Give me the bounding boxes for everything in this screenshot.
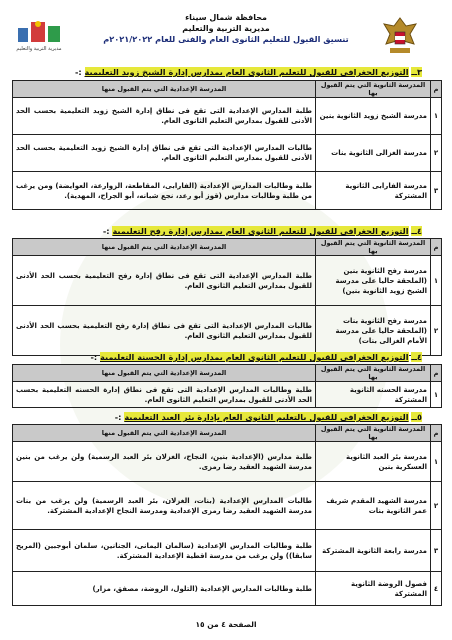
row-desc: طلبة وطالبات المدارس الإعدادية التى تقع فى نطاق إدارة الحسنه التعليمية بحسب الحد الأدنى للقبول بمدارس التعليم الثانوى العام. [13, 382, 316, 408]
table-rafah [12, 238, 442, 356]
table-header-row [13, 365, 442, 382]
page-title: تنسيق القبول للتعليم الثانوى العام والفنى للعام ٢٠٢١/٢٠٢٢م [103, 34, 349, 44]
row-school: مدرسة الحسنه الثانوية المشتركة [316, 382, 431, 408]
row-desc: طالبات المدارس الإعدادية التى تقع فى نطاق إدارة رفح التعليمية بحسب الحد الأدنى للقبول بمدارس التعليم الثانوى العام. [13, 306, 316, 356]
row-school: مدرسة رفح الثانوية بنين (الملحقة حاليا على مدرسة الشيخ زويد الثانوية بنين) [316, 256, 431, 306]
section-title: التوزيع الجغرافى للقبول بالتعليم الثانوى العام بإدارة بئر العبد التعليمية [124, 412, 409, 422]
table-row [13, 572, 442, 606]
row-desc: طلبة مدارس (الإعدادية بنين، النجاح، الغزلان بئر العبد الرسمية) ولن يرغب من بنين مدرسة الشهيد العقيد رضا رمزى. [13, 442, 316, 482]
table-row [13, 98, 442, 135]
section-number: ٤ــ [411, 226, 422, 236]
row-school: مدرسة رفح الثانوية بنات (الملحقة حاليا على مدرسة الأمام الغزالى بنات) [316, 306, 431, 356]
row-num: ٤ [431, 572, 442, 606]
row-num: ٢ [431, 482, 442, 530]
col-num: م [431, 81, 442, 98]
table-row [13, 442, 442, 482]
section-tail: :- [90, 352, 98, 362]
col-num: م [431, 365, 442, 382]
table-row [13, 135, 442, 172]
row-school: مدرسة الشهيد المقدم شريف عمر الثانوية بنات [316, 482, 431, 530]
col-school: المدرسة الثانوية التي يتم القبول بها [316, 425, 431, 442]
col-prep: المدرسة الإعدادية التي يتم القبول منها [13, 425, 316, 442]
table-header-row [13, 239, 442, 256]
row-school: مدرسة الفارابى الثانوية المشتركة [316, 172, 431, 210]
section-tail: :- [114, 412, 122, 422]
col-prep: المدرسة الإعدادية التي يتم القبول منها [13, 365, 316, 382]
row-desc: طالبات المدارس الإعدادية التى تقع فى نطاق إدارة الشيخ زويد التعليمية بحسب الحد الأدنى للقبول بمدارس التعليم الثانوى العام. [13, 135, 316, 172]
section-number: ٥ــ [411, 412, 422, 422]
row-school: فصول الروضة الثانوية المشتركة [316, 572, 431, 606]
table-hasana [12, 364, 442, 408]
col-school: المدرسة الثانوية التي يتم القبول بها [316, 365, 431, 382]
table-row [13, 382, 442, 408]
row-school: مدرسة الغزالى الثانوية بنات [316, 135, 431, 172]
col-num: م [431, 239, 442, 256]
row-num: ٣ [431, 530, 442, 572]
directorate-name: مديرية التربية والتعليم [182, 24, 270, 33]
col-school: المدرسة الثانوية التي يتم القبول بها [316, 239, 431, 256]
row-desc: طلبة وطالبات المدارس الإعدادية (التلول، الروضة، مصفق، مزار) [13, 572, 316, 606]
directorate-logo-icon [14, 18, 64, 52]
row-num: ٣ [431, 172, 442, 210]
page-number: الصفحة ٤ من ١٥ [195, 620, 257, 629]
logo-caption: مديرية التربية والتعليم [16, 46, 62, 52]
col-num: م [431, 425, 442, 442]
section-heading-rafah [12, 225, 422, 237]
section-title: التوزيع الجغرافى للقبول للتعليم الثانوى العام بمدارس إدارة رفح التعليمية [112, 226, 409, 236]
section-number: ٣ــ [411, 67, 422, 77]
row-num: ٢ [431, 306, 442, 356]
row-num: ١ [431, 256, 442, 306]
row-desc: طلبة وطالبات المدارس الإعدادية (سالمان اليمانى، الجنانين، سلمان أبوجبين (المريح سابقا)) ولن يرغب من مدرسة اقطية الإعدادية المشتركة. [13, 530, 316, 572]
section-title: التوزيع الجغرافى للقبول للتعليم الثانوى العام بمدارس إدارة الحسنة التعليمية [100, 352, 409, 362]
section-title: التوزيع الجغرافى للقبول للتعليم الثانوى العام بمدارس إدارة الشيخ زويد التعليمية [84, 67, 409, 77]
table-header-row [13, 425, 442, 442]
row-school: مدرسة بئر العبد الثانوية العسكرية بنين [316, 442, 431, 482]
row-desc: طلبة المدارس الإعدادية التى تقع فى نطاق إدارة الشيخ زويد التعليمية بحسب الحد الأدنى للقبول بمدارس التعليم الثانوى العام. [13, 98, 316, 135]
row-num: ١ [431, 442, 442, 482]
section-tail: :- [74, 67, 82, 77]
section-tail: :- [102, 226, 110, 236]
table-row [13, 172, 442, 210]
page-header [0, 10, 452, 58]
section-number: ٤ــ [411, 352, 422, 362]
row-num: ١ [431, 382, 442, 408]
table-row [13, 530, 442, 572]
table-row [13, 256, 442, 306]
row-desc: طلبة وطالبات المدارس الإعدادية (الفارابى، المقاطعة، الزوارعة، العوايضة) ومن يرغب من طلبة وطالبات مدارس (قوز أبو رعد، نجع شبانه، أبو الجراح، المهدية). [13, 172, 316, 210]
table-sheikh-zuwayed [12, 80, 442, 210]
col-school: المدرسة الثانوية التي يتم القبول بها [316, 81, 431, 98]
table-row [13, 482, 442, 530]
section-heading-sheikh-zuwayed [12, 66, 422, 78]
egypt-eagle-emblem-icon [380, 14, 420, 56]
table-header-row [13, 81, 442, 98]
header-text [100, 12, 352, 45]
row-school: مدرسة رابعة الثانوية المشتركة [316, 530, 431, 572]
governorate-name: محافظة شمال سيناء [185, 13, 267, 22]
row-desc: طالبات المدارس الإعدادية (بنات، الغزلان، بئر العبد الرسمية) ولن يرغب من بنات مدرسة الشهيد العقيد رضا رمزى الإعدادية ومدرسة النجاح الإعدادية المشتركة. [13, 482, 316, 530]
row-num: ٢ [431, 135, 442, 172]
col-prep: المدرسة الإعدادية التي يتم القبول منها [13, 81, 316, 98]
row-num: ١ [431, 98, 442, 135]
col-prep: المدرسة الإعدادية التي يتم القبول منها [13, 239, 316, 256]
table-row [13, 306, 442, 356]
section-heading-bir-al-abd [12, 411, 422, 423]
table-bir-al-abd [12, 424, 442, 606]
row-school: مدرسة الشيخ زويد الثانوية بنين [316, 98, 431, 135]
section-heading-hasana [12, 351, 422, 363]
row-desc: طلبة المدارس الإعدادية التى تقع فى نطاق إدارة رفح التعليمية بحسب الحد الأدنى للقبول بمدارس التعليم الثانوى العام. [13, 256, 316, 306]
